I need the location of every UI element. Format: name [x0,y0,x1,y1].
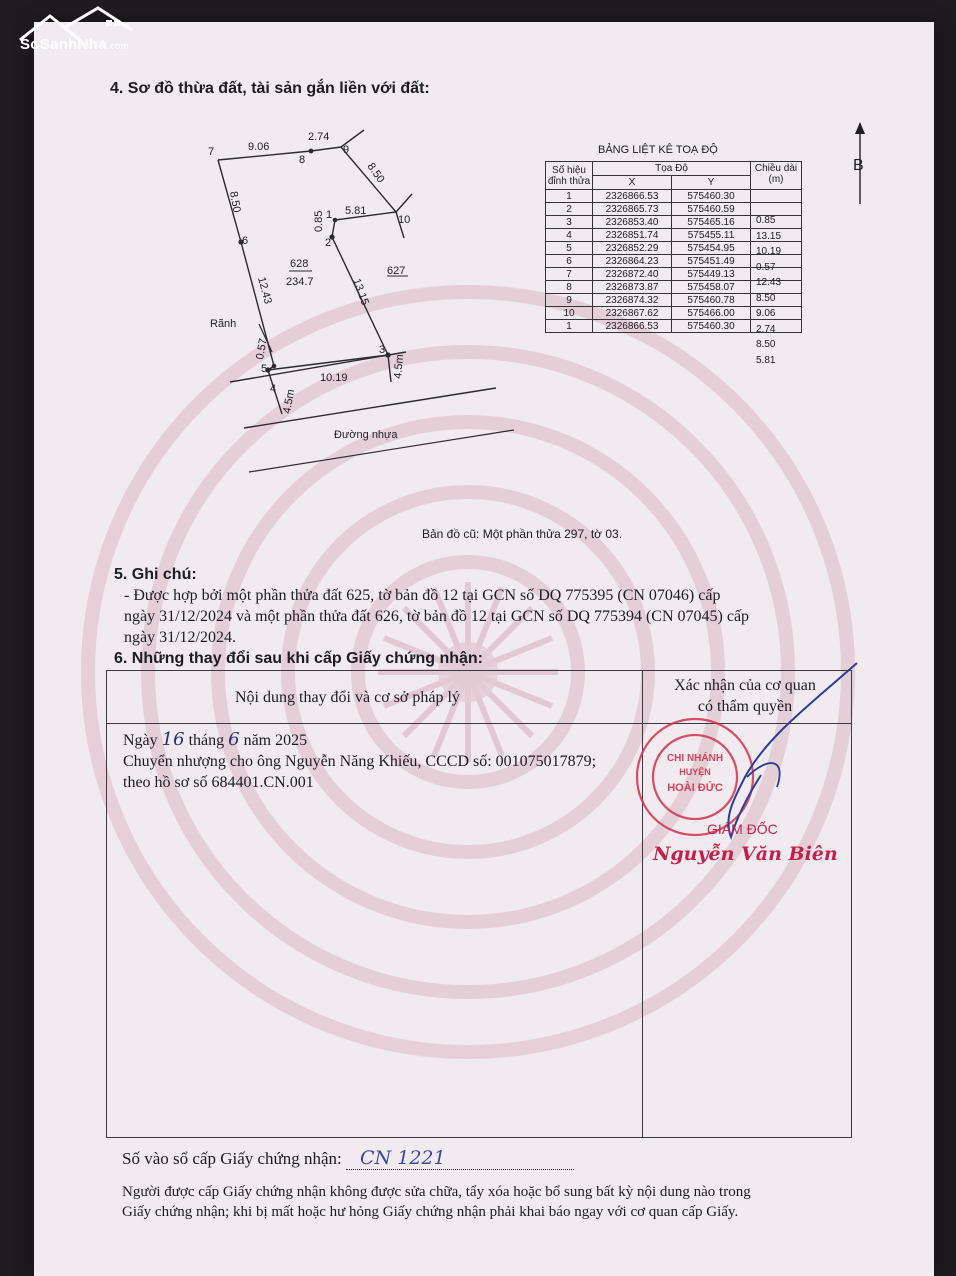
ditch-label: Rãnh [210,318,237,330]
coord-length-cell [751,190,802,203]
change-entry [123,729,596,793]
road-width-left: 4.5m [281,388,298,415]
coord-cell-x: 2326874.32 [593,294,672,307]
road-label: Đường nhựa [334,429,398,441]
segment-length: 10.19 [756,246,782,257]
edge-5-6: 12.43 [255,275,274,306]
col-y: Y [672,176,751,190]
certificate-page [34,22,934,1276]
segment-length: 2.74 [756,323,776,335]
signer-name: Nguyễn Văn Biên [653,843,838,865]
seal-line1: CHI NHÁNH [666,753,724,764]
signer-title: GIÁM ĐỐC [707,821,778,837]
section-6-title: 6. Những thay đổi sau khi cấp Giấy chứng nhận: [114,650,483,667]
vertex-2: 2 [325,237,332,249]
year-text: năm 2025 [243,732,308,749]
col-point: Số hiệu đỉnh thửa [546,162,593,190]
coord-cell-x: 2326864.23 [593,255,672,268]
section-5-note [124,585,749,648]
coord-cell-x: 2326866.53 [593,190,672,203]
coord-length-cell [751,203,802,216]
col-confirm-line2: có thẩm quyền [697,698,793,715]
north-label: B [853,157,864,174]
coord-cell-x: 2326866.53 [593,320,672,333]
coord-cell-p: 7 [546,268,593,281]
coord-table-title: BẢNG LIỆT KÊ TOẠ ĐỘ [598,144,718,156]
note-line: ngày 31/12/2024. [124,629,236,646]
coord-cell-y: 575460.59 [672,203,751,216]
segment-length: 0.57 [756,261,776,273]
coord-cell-y: 575460.78 [672,294,751,307]
coord-cell-p: 4 [546,229,593,242]
coord-cell-x: 2326872.40 [593,268,672,281]
cert-entry [122,1148,574,1170]
coord-cell-y: 575454.95 [672,242,751,255]
coord-cell-p: 5 [546,242,593,255]
vertex-5: 5 [261,363,268,375]
neighbor-parcel: 627 [387,265,406,277]
coord-cell-x: 2326851.74 [593,229,672,242]
coord-cell-y: 575466.00 [672,307,751,320]
entry-date [123,729,596,751]
segment-length: 8.50 [756,339,776,350]
entry-line3: theo hồ sơ số 684401.CN.001 [123,774,314,791]
coord-cell-p: 3 [546,216,593,229]
coord-cell-p: 8 [546,281,593,294]
cert-entry-label: Số vào sổ cấp Giấy chứng nhận: [122,1149,342,1168]
coord-cell-x: 2326873.87 [593,281,672,294]
vertex-6: 6 [242,235,249,247]
edge-8-9: 2.74 [308,131,330,143]
vertex-9: 9 [343,144,350,156]
section-4-title: 4. Sơ đồ thừa đất, tài sản gắn liền với đất: [110,80,430,97]
coord-cell-p: 1 [546,190,593,203]
col-length: Chiều dài (m) [751,162,802,190]
coord-cell-y: 575460.30 [672,320,751,333]
coord-cell-y: 575460.30 [672,190,751,203]
month-word: tháng [188,732,225,749]
coord-cell-x: 2326852.29 [593,242,672,255]
footer-notice [122,1182,751,1222]
seal-line3: HOÀI ĐỨC [667,782,723,794]
vertex-3: 3 [379,344,386,356]
seal-line2: HUYỆN [679,767,711,777]
segment-length: 12.43 [756,277,782,288]
edge-1-10: 5.81 [345,205,367,217]
coord-cell-p: 2 [546,203,593,216]
edge-1-2: 0.85 [313,210,325,232]
changes-table [106,670,852,1138]
col-x: X [593,176,672,190]
coord-cell-y: 575451.49 [672,255,751,268]
coord-cell-p: 9 [546,294,593,307]
vertex-8: 8 [299,154,306,166]
col-coord: Tọa Độ [593,162,751,176]
house-logo-icon [6,6,156,62]
col-confirm-line1: Xác nhận của cơ quan [674,677,816,694]
coord-row [546,203,802,216]
vertex-4: 4 [270,383,277,395]
edge-6-7: 8.50 [227,190,243,214]
segment-length: 9.06 [756,308,776,319]
road-width-right: 4.5m [392,353,407,380]
old-map-note: Bản đồ cũ: Một phần thửa 297, tờ 03. [422,527,623,541]
coord-cell-y: 575465.16 [672,216,751,229]
vertex-1: 1 [326,209,333,221]
edge-2-3: 13.15 [350,276,371,307]
segment-length: 8.50 [756,292,776,304]
coord-cell-p: 1 [546,320,593,333]
coord-cell-p: 6 [546,255,593,268]
coord-cell-x: 2326867.62 [593,307,672,320]
edge-3-4: 10.19 [320,372,348,384]
entry-month: 6 [228,729,240,750]
entry-line2: Chuyển nhượng cho ông Nguyễn Năng Khiếu, CCCD số: 001075017879; [123,753,597,770]
parcel-number: 628 [290,258,309,270]
segment-length: 13.15 [756,230,782,242]
date-prefix: Ngày [123,732,158,749]
coord-cell-x: 2326865.73 [593,203,672,216]
section-5-title: 5. Ghi chú: [114,566,197,583]
coord-cell-y: 575449.13 [672,268,751,281]
segment-length: 0.85 [756,215,776,226]
notice-line2: Giấy chứng nhận; khi bị mất hoặc hư hỏng Giấy chứng nhận phải khai báo ngay với cơ quan cấp Giấy. [122,1204,739,1220]
coord-cell-x: 2326853.40 [593,216,672,229]
col-content-header: Nội dung thay đổi và cơ sở pháp lý [235,689,460,706]
parcel-area: 234.7 [286,276,314,288]
watermark-site: SoSanhNha.com [20,36,130,53]
edge-9-10: 8.50 [364,160,387,186]
coord-cell-p: 10 [546,307,593,320]
edge-4-5: 0.57 [254,337,270,361]
edge-7-8: 9.06 [248,141,270,153]
vertex-7: 7 [208,146,215,158]
cert-entry-value: CN 1221 [346,1148,574,1170]
vertex-10: 10 [398,214,411,226]
coord-cell-y: 575455.11 [672,229,751,242]
segment-length: 5.81 [756,354,776,366]
note-line: ngày 31/12/2024 và một phần thửa đất 626, tờ bản đồ 12 tại GCN số DQ 775394 (CN 07045) cấp [124,608,750,625]
coord-cell-y: 575458.07 [672,281,751,294]
coord-row [546,190,802,203]
notice-line1: Người được cấp Giấy chứng nhận không được sửa chữa, tẩy xóa hoặc bổ sung bất kỳ nội dung nào trong [122,1184,751,1200]
watermark-logo [6,6,156,62]
entry-day: 16 [161,729,185,750]
note-line: - Được hợp bởi một phần thửa đất 625, tờ bản đồ 12 tại GCN số DQ 775395 (CN 07046) cấp [124,587,721,604]
